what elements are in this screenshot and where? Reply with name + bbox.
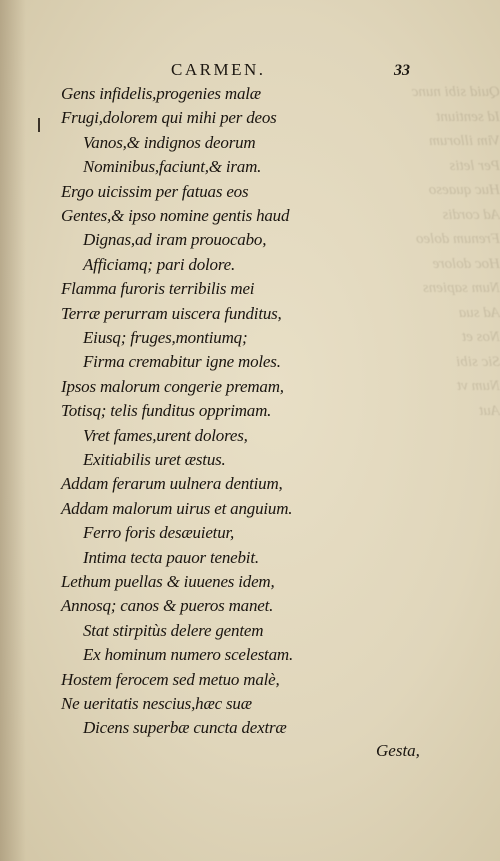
verse-line: Vanos,& indignos deorum xyxy=(83,132,256,152)
verse-line: Lethum puellas & iuuenes idem, xyxy=(61,572,275,591)
verse-line: Vret fames,urent dolores, xyxy=(83,425,248,445)
verse-line: Hostem ferocem sed metuo malè, xyxy=(61,669,280,689)
verse-line: Totisq; telis funditus opprimam. xyxy=(61,401,272,421)
catchword: Gesta, xyxy=(376,741,420,760)
gutter-shadow xyxy=(0,0,26,861)
verse-line: Nominibus,faciunt,& iram. xyxy=(83,157,262,177)
margin-mark xyxy=(38,118,40,132)
verse-line: Ex hominum numero scelestam. xyxy=(83,645,294,665)
verse-line: Ipsos malorum congerie premam, xyxy=(61,376,284,396)
folio-number: 33 xyxy=(394,62,410,79)
verse-line: Firma cremabitur igne moles. xyxy=(83,352,281,372)
verse-line: Afficiamq; pari dolore. xyxy=(83,254,236,274)
verse-line: Stat stirpitùs delere gentem xyxy=(83,620,264,640)
verse-line: Annosq; canos & pueros manet. xyxy=(61,596,274,616)
verse-line: Flamma furoris terribilis mei xyxy=(61,279,255,299)
verse-line: Dicens superbæ cuncta dextræ xyxy=(83,718,287,738)
verse-line: Addam ferarum uulnera dentium, xyxy=(61,474,283,494)
verse-line: Exitiabilis uret æstus. xyxy=(83,450,226,469)
running-head: CARMEN. xyxy=(171,60,266,79)
verse-line: Intima tecta pauor tenebit. xyxy=(83,547,259,567)
verse-line: Terræ perurram uiscera funditus, xyxy=(61,303,282,323)
verse-line: Ergo uicissim per fatuas eos xyxy=(61,181,249,201)
verse-line: Ferro foris desæuietur, xyxy=(83,523,235,543)
verse-line: Ne ueritatis nescius,hæc suæ xyxy=(61,694,252,713)
verse-line: Addam malorum uirus et anguium. xyxy=(61,498,293,518)
verse-line: Gentes,& ipso nomine gentis haud xyxy=(61,206,290,225)
show-through-text: Quid sibi nunc Id sentiunt Vim illorum Per letis Huc quaeso Ad cordis Frenum doleo Hoc dolore Num sapiens Ad sua Nos et Sic sibi Num vt Aut xyxy=(411,84,500,419)
verse-line: Eiusq; fruges,montiumq; xyxy=(83,328,248,347)
verse-line: Frugi,dolorem qui mihi per deos xyxy=(61,108,277,128)
verse-line: Gens infidelis,progenies malæ xyxy=(61,84,261,103)
verse-line: Dignas,ad iram prouocabo, xyxy=(83,230,267,250)
